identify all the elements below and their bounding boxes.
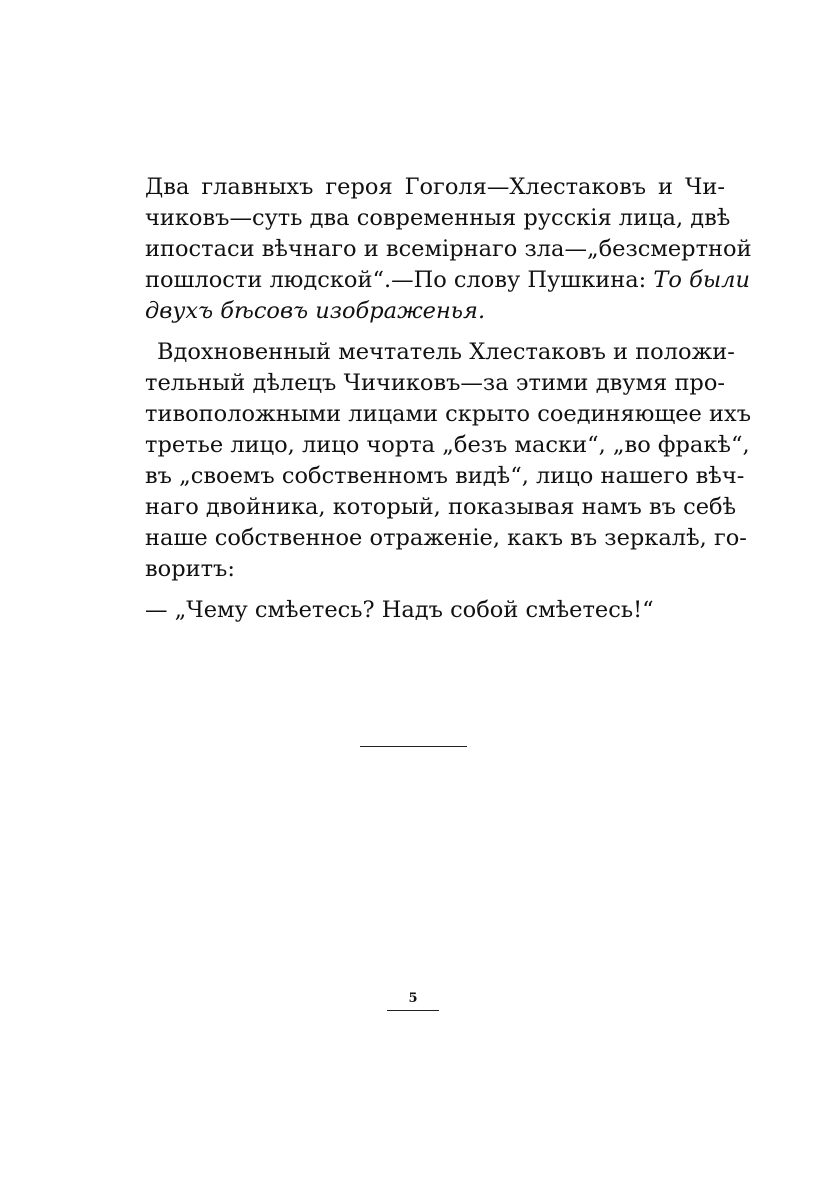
body-text (145, 172, 752, 626)
text-line: тельный дѣлецъ Чичиковъ—за этими двумя про- (145, 370, 725, 396)
italic-line: двухъ бѣсовъ изображенья. (145, 298, 486, 324)
quote-paragraph (145, 595, 725, 626)
text-segment: пошлости людской“.—По слову Пушкина: (145, 267, 654, 293)
quote-line: — „Чему смѣетесь? Надъ собой смѣетесь!“ (145, 597, 654, 623)
text-line: воритъ: (145, 556, 235, 582)
text-line-mixed (145, 265, 750, 296)
italic-phrase: То были (653, 267, 750, 293)
text-line: Вдохновенный мечтатель Хлестаковъ и положи- (157, 339, 735, 365)
paragraph-1 (145, 172, 752, 327)
text-line: въ „своемъ собственномъ видѣ“, лицо нашего вѣч- (145, 463, 745, 489)
text-line: третье лицо, лицо чорта „безъ маски“, „во фракѣ“, (145, 432, 750, 458)
text-line: Два главныхъ героя Гоголя—Хлестаковъ и Чи- (145, 174, 725, 200)
section-divider (360, 746, 467, 747)
text-line: тивоположными лицами скрыто соединяющее ихъ (145, 401, 752, 427)
text-line: чиковъ—суть два современныя русскія лица, двѣ (145, 205, 731, 231)
page-number: 5 (387, 990, 439, 1011)
text-line: наше собственное отраженіе, какъ въ зеркалѣ, го- (145, 525, 747, 551)
text-line: наго двойника, который, показывая намъ въ себѣ (145, 494, 737, 520)
text-line: ипостаси вѣчнаго и всемірнаго зла—„безсмертной (145, 236, 752, 262)
paragraph-2 (145, 337, 752, 585)
